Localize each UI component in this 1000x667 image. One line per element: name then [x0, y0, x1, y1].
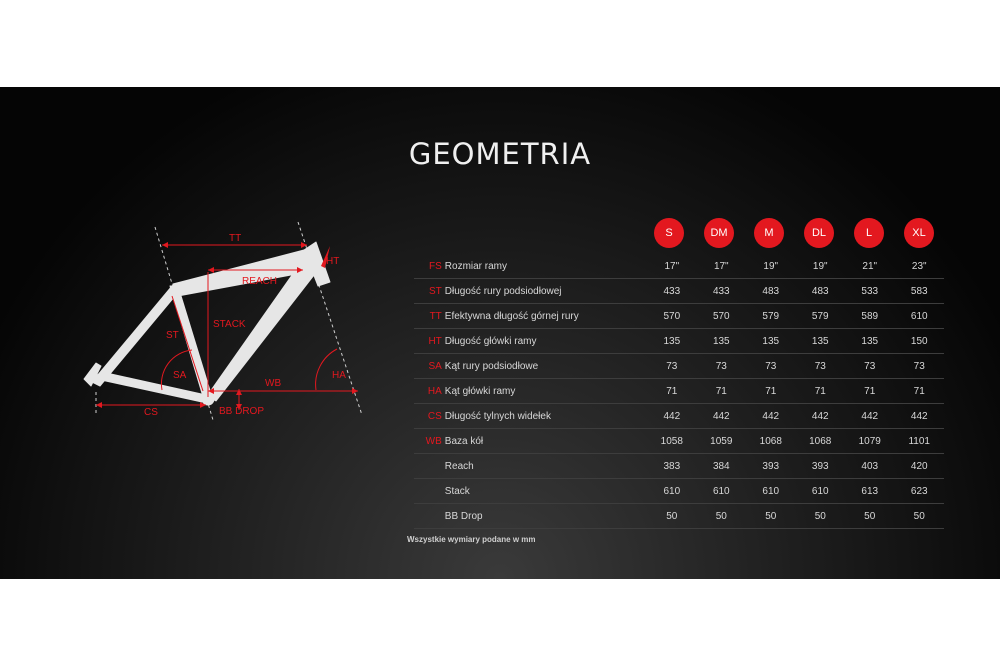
table-cell: 50 — [746, 504, 795, 529]
table-cell: 17" — [697, 254, 746, 279]
row-code: CS — [414, 404, 445, 429]
footnote: Wszystkie wymiary podane w mm — [407, 535, 536, 544]
row-code: FS — [414, 254, 445, 279]
label-ha: HA — [332, 370, 346, 381]
table-cell: 71 — [647, 379, 696, 404]
row-label: Kąt rury podsiodłowe — [445, 354, 647, 379]
row-label: Długość rury podsiodłowej — [445, 279, 647, 304]
row-code: HT — [414, 329, 445, 354]
row-code — [414, 504, 445, 529]
table-cell: 483 — [796, 279, 845, 304]
row-label: Reach — [445, 454, 647, 479]
table-cell: 403 — [845, 454, 894, 479]
table-row — [414, 404, 944, 429]
table-row — [414, 329, 944, 354]
table-cell: 71 — [697, 379, 746, 404]
table-cell: 483 — [746, 279, 795, 304]
table-cell: 613 — [845, 479, 894, 504]
table-row — [414, 504, 944, 529]
geometry-panel — [0, 87, 1000, 579]
table-cell: 393 — [796, 454, 845, 479]
table-cell: 1101 — [894, 429, 944, 454]
row-code: ST — [414, 279, 445, 304]
table-cell: 17" — [647, 254, 696, 279]
table-cell: 135 — [746, 329, 795, 354]
row-code: HA — [414, 379, 445, 404]
table-cell: 442 — [894, 404, 944, 429]
table-cell: 50 — [697, 504, 746, 529]
table-cell: 583 — [894, 279, 944, 304]
table-cell: 393 — [746, 454, 795, 479]
row-code — [414, 454, 445, 479]
table-cell: 135 — [697, 329, 746, 354]
size-badge[interactable]: S — [654, 218, 684, 248]
table-cell: 610 — [746, 479, 795, 504]
table-cell: 71 — [796, 379, 845, 404]
table-row — [414, 479, 944, 504]
size-badge[interactable]: L — [854, 218, 884, 248]
table-cell: 610 — [697, 479, 746, 504]
table-row — [414, 429, 944, 454]
table-cell: 433 — [697, 279, 746, 304]
label-ht: HT — [326, 256, 340, 267]
table-row — [414, 354, 944, 379]
table-cell: 610 — [894, 304, 944, 329]
table-cell: 73 — [845, 354, 894, 379]
table-cell: 19" — [746, 254, 795, 279]
row-code — [414, 479, 445, 504]
table-cell: 384 — [697, 454, 746, 479]
label-cs: CS — [144, 407, 158, 418]
label-reach: REACH — [242, 276, 278, 287]
table-cell: 623 — [894, 479, 944, 504]
row-label: Efektywna długość górnej rury — [445, 304, 647, 329]
table-cell: 71 — [845, 379, 894, 404]
size-badge[interactable]: DL — [804, 218, 834, 248]
size-header — [0, 218, 1000, 248]
table-cell: 19" — [796, 254, 845, 279]
table-cell: 50 — [845, 504, 894, 529]
label-wb: WB — [265, 378, 282, 389]
table-cell: 420 — [894, 454, 944, 479]
table-cell: 73 — [647, 354, 696, 379]
table-cell: 73 — [894, 354, 944, 379]
table-cell: 442 — [796, 404, 845, 429]
table-cell: 21" — [845, 254, 894, 279]
table-cell: 589 — [845, 304, 894, 329]
label-sa: SA — [173, 370, 187, 381]
table-cell: 1059 — [697, 429, 746, 454]
row-label: BB Drop — [445, 504, 647, 529]
geometry-table — [414, 254, 944, 529]
table-row — [414, 454, 944, 479]
row-label: Rozmiar ramy — [445, 254, 647, 279]
row-code: SA — [414, 354, 445, 379]
table-cell: 610 — [647, 479, 696, 504]
row-code: TT — [414, 304, 445, 329]
table-cell: 570 — [647, 304, 696, 329]
page-title: GEOMETRIA — [408, 137, 592, 171]
table-row — [414, 304, 944, 329]
table-cell: 533 — [845, 279, 894, 304]
size-badge[interactable]: XL — [904, 218, 934, 248]
table-cell: 442 — [845, 404, 894, 429]
table-cell: 50 — [796, 504, 845, 529]
label-st: ST — [166, 330, 179, 341]
table-cell: 135 — [796, 329, 845, 354]
table-cell: 442 — [697, 404, 746, 429]
table-cell: 71 — [894, 379, 944, 404]
table-cell: 610 — [796, 479, 845, 504]
row-code: WB — [414, 429, 445, 454]
size-badge[interactable]: M — [754, 218, 784, 248]
table-cell: 73 — [796, 354, 845, 379]
table-cell: 1058 — [647, 429, 696, 454]
table-cell: 73 — [746, 354, 795, 379]
table-row — [414, 254, 944, 279]
table-cell: 73 — [697, 354, 746, 379]
row-label: Kąt główki ramy — [445, 379, 647, 404]
table-cell: 1068 — [796, 429, 845, 454]
table-cell: 1068 — [746, 429, 795, 454]
table-cell: 579 — [796, 304, 845, 329]
table-cell: 579 — [746, 304, 795, 329]
table-cell: 570 — [697, 304, 746, 329]
table-cell: 71 — [746, 379, 795, 404]
table-cell: 50 — [647, 504, 696, 529]
table-cell: 442 — [647, 404, 696, 429]
table-row — [414, 279, 944, 304]
label-bb-drop: BB DROP — [219, 406, 265, 417]
row-label: Długość główki ramy — [445, 329, 647, 354]
label-stack: STACK — [213, 319, 246, 330]
table-cell: 135 — [647, 329, 696, 354]
table-cell: 442 — [746, 404, 795, 429]
table-cell: 383 — [647, 454, 696, 479]
row-label: Długość tylnych widełek — [445, 404, 647, 429]
table-cell: 50 — [894, 504, 944, 529]
table-cell: 150 — [894, 329, 944, 354]
table-row — [414, 379, 944, 404]
table-cell: 135 — [845, 329, 894, 354]
label-tt: TT — [229, 233, 242, 244]
row-label: Stack — [445, 479, 647, 504]
table-cell: 1079 — [845, 429, 894, 454]
table-cell: 433 — [647, 279, 696, 304]
size-badge[interactable]: DM — [704, 218, 734, 248]
table-cell: 23" — [894, 254, 944, 279]
row-label: Baza kół — [445, 429, 647, 454]
